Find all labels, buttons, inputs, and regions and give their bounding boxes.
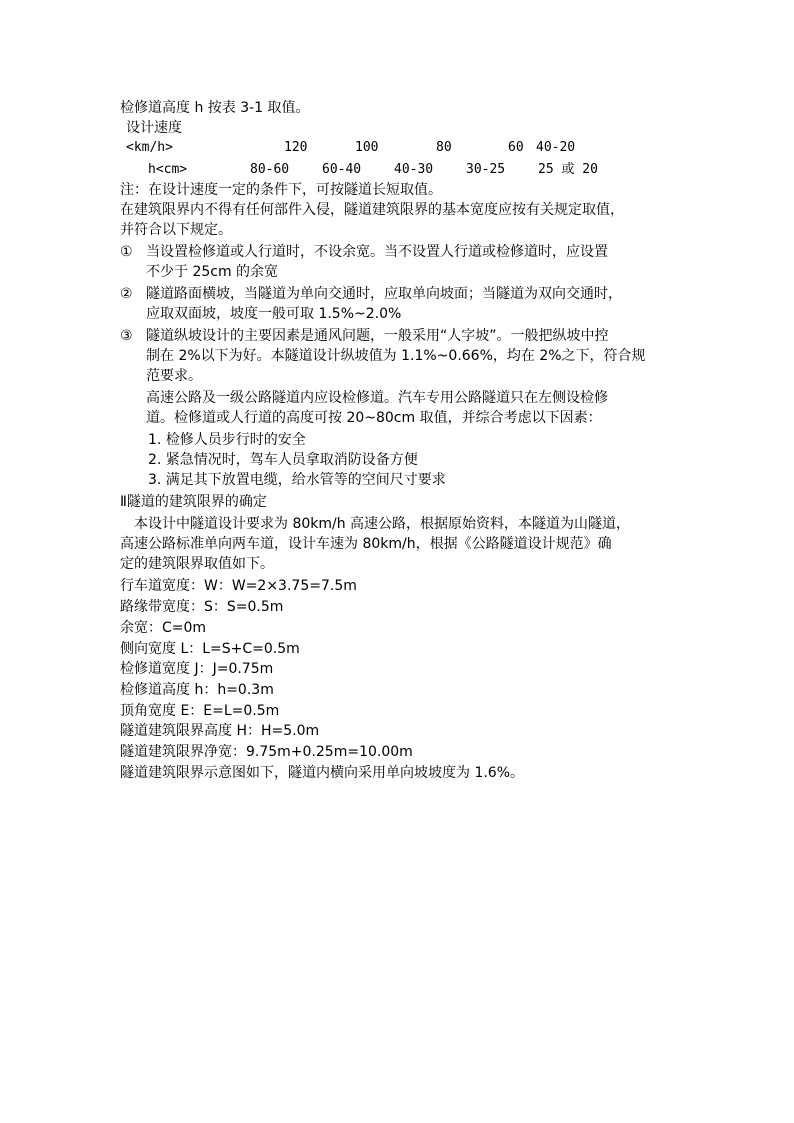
- note-line: 注：在设计速度一定的条件下，可按隧道长短取值。: [120, 182, 442, 198]
- value-line: 余宽：C=0m: [120, 620, 207, 636]
- text-line: 高速公路标准单向两车道，设计车速为 80km/h，根据《公路隧道设计规范》确: [120, 536, 612, 552]
- sub-list-item: 2. 紧急情况时，驾车人员拿取消防设备方便: [148, 452, 418, 468]
- value-line: 路缘带宽度：S：S=0.5m: [120, 599, 284, 615]
- list-item-text: 当设置检修道或人行道时，不设余宽。当不设置人行道或检修道时，应设置: [146, 244, 608, 260]
- text-line: 在建筑限界内不得有任何部件入侵，隧道建筑限界的基本宽度应按有关规定取值，: [120, 202, 624, 218]
- text-line: 本设计中隧道设计要求为 80km/h 高速公路，根据原始资料，本隧道为山隧道，: [134, 516, 631, 532]
- speed-value: 60: [508, 140, 524, 155]
- value-line: 检修道宽度 J：J=0.75m: [120, 661, 274, 677]
- list-item-text: 隧道纵坡设计的主要因素是通风问题，一般采用“人字坡”。一般把纵坡中控: [146, 328, 609, 344]
- height-value: 60-40: [322, 162, 362, 177]
- value-line: 侧向宽度 L：L=S+C=0.5m: [120, 641, 300, 657]
- height-value: 25 或 20: [538, 162, 598, 177]
- speed-value: 120: [284, 140, 308, 155]
- sub-list-item: 3. 满足其下放置电缆，给水管等的空间尺寸要求: [148, 472, 446, 488]
- value-line: 检修道高度 h：h=0.3m: [120, 682, 274, 698]
- sub-list-item: 1. 检修人员步行时的安全: [148, 432, 306, 448]
- speed-value: 100: [355, 140, 379, 155]
- speed-value: 80: [436, 140, 452, 155]
- value-line: 行车道宽度：W：W=2×3.75=7.5m: [120, 578, 357, 594]
- list-item-text: 应取双面坡，坡度一般可取 1.5%~2.0%: [146, 306, 402, 322]
- speed-value: 40-20: [536, 140, 576, 155]
- value-line: 隧道建筑限界示意图如下，隧道内横向采用单向坡坡度为 1.6%。: [120, 765, 525, 781]
- value-line: 隧道建筑限界高度 H：H=5.0m: [120, 723, 320, 739]
- list-marker: ①: [120, 244, 133, 260]
- text-line: 高速公路及一级公路隧道内应设检修道。汽车专用公路隧道只在左侧设检修: [146, 390, 608, 406]
- list-marker: ③: [120, 328, 133, 344]
- height-value: 30-25: [466, 162, 506, 177]
- value-line: 隧道建筑限界净宽：9.75m+0.25m=10.00m: [120, 744, 413, 760]
- height-value: 40-30: [394, 162, 434, 177]
- list-marker: ②: [120, 286, 133, 302]
- height-value: 80-60: [250, 162, 290, 177]
- list-item-text: 范要求。: [146, 368, 202, 384]
- list-item-text: 隧道路面横坡，当隧道为单向交通时，应取单向坡面；当隧道为双向交通时，: [146, 286, 622, 302]
- text-line: 道。检修道或人行道的高度可按 20~80cm 取值，并综合考虑以下因素：: [146, 410, 602, 426]
- list-item-text: 制在 2%以下为好。本隧道设计纵坡值为 1.1%~0.66%，均在 2%之下，符合规: [146, 348, 646, 364]
- text-line: 并符合以下规定。: [120, 222, 232, 238]
- design-speed-label: 设计速度: [126, 120, 182, 136]
- value-line: 顶角宽度 E：E=L=0.5m: [120, 703, 280, 719]
- section-heading: Ⅱ隧道的建筑限界的确定: [120, 494, 267, 510]
- text-line: 定的建筑限界取值如下。: [120, 556, 274, 572]
- speed-unit: <km/h>: [126, 140, 173, 155]
- text-line: 检修道高度 h 按表 3-1 取值。: [120, 100, 310, 116]
- list-item-text: 不少于 25cm 的余宽: [146, 264, 279, 280]
- height-unit: h<cm>: [148, 162, 188, 177]
